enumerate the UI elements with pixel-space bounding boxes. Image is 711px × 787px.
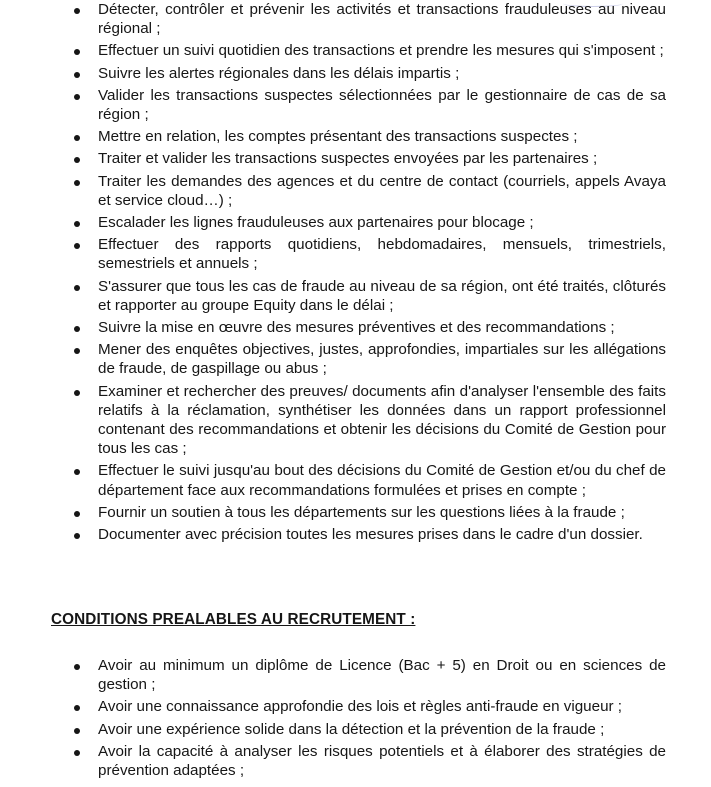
list-item xyxy=(98,503,666,522)
bullet-icon xyxy=(74,750,80,756)
list-item xyxy=(98,213,666,232)
condition-text: Avoir au minimum un diplôme de Licence (Bac + 5) en Droit ou en sciences de gestion ; xyxy=(98,657,666,694)
list-item xyxy=(98,461,666,499)
bullet-icon xyxy=(74,469,80,475)
bullet-icon xyxy=(74,8,80,14)
duty-text: Traiter et valider les transactions suspectes envoyées par les partenaires ; xyxy=(98,150,598,168)
bullet-icon xyxy=(74,705,80,711)
condition-text: Avoir une expérience solide dans la détection et la prévention de la fraude ; xyxy=(98,720,605,738)
duties-list xyxy=(98,0,666,547)
duty-text: Mener des enquêtes objectives, justes, approfondies, impartiales sur les allégations de fraude, de gaspillage ou abus ; xyxy=(98,341,666,378)
list-item xyxy=(98,525,666,544)
list-item xyxy=(98,149,666,168)
conditions-heading: CONDITIONS PREALABLES AU RECRUTEMENT : xyxy=(51,611,416,628)
bullet-icon xyxy=(74,94,80,100)
duty-text: Escalader les lignes frauduleuses aux partenaires pour blocage ; xyxy=(98,214,534,232)
duty-text: Détecter, contrôler et prévenir les activités et transactions frauduleuses au niveau régional ; xyxy=(98,1,666,38)
duty-text: Effectuer un suivi quotidien des transactions et prendre les mesures qui s'imposent ; xyxy=(98,42,664,60)
bullet-icon xyxy=(74,390,80,396)
list-item xyxy=(98,697,666,716)
bullet-icon xyxy=(74,135,80,141)
bullet-icon xyxy=(74,157,80,163)
duty-text: S'assurer que tous les cas de fraude au niveau de sa région, ont été traités, clôturés et rapporter au groupe Equity dans le délai ; xyxy=(98,277,666,314)
bullet-icon xyxy=(74,326,80,332)
list-item xyxy=(98,64,666,83)
list-item xyxy=(98,277,666,315)
list-item xyxy=(98,340,666,378)
bullet-icon xyxy=(74,221,80,227)
duty-text: Examiner et rechercher des preuves/ documents afin d'analyser l'ensemble des faits relatifs à la réclamation, synthétiser les données dans un rapport professionnel contenant des recommandations et obtenir les décisions du Comité de Gestion pour tous les cas ; xyxy=(98,382,666,458)
bullet-icon xyxy=(74,511,80,517)
list-item xyxy=(98,127,666,146)
duty-text: Effectuer des rapports quotidiens, hebdomadaires, mensuels, trimestriels, semestriels et annuels ; xyxy=(98,236,666,273)
list-item xyxy=(98,656,666,694)
bullet-icon xyxy=(74,285,80,291)
list-item xyxy=(98,86,666,124)
list-item xyxy=(98,41,666,60)
duty-text: Suivre la mise en œuvre des mesures préventives et des recommandations ; xyxy=(98,319,615,337)
duty-text: Effectuer le suivi jusqu'au bout des décisions du Comité de Gestion et/ou du chef de département face aux recommandations formulées et prises en compte ; xyxy=(98,462,666,499)
list-item xyxy=(98,0,666,38)
duty-text: Valider les transactions suspectes sélectionnées par le gestionnaire de cas de sa région ; xyxy=(98,86,666,124)
bullet-icon xyxy=(74,180,80,186)
condition-text: Avoir la capacité à analyser les risques potentiels et à élaborer des stratégies de prévention adaptées ; xyxy=(98,742,666,780)
duty-text: Mettre en relation, les comptes présentant des transactions suspectes ; xyxy=(98,128,578,146)
bullet-icon xyxy=(74,49,80,55)
list-item xyxy=(98,382,666,459)
bullet-icon xyxy=(74,348,80,354)
duty-text: Fournir un soutien à tous les départements sur les questions liées à la fraude ; xyxy=(98,503,625,521)
bullet-icon xyxy=(74,728,80,734)
list-item xyxy=(98,742,666,780)
list-item xyxy=(98,318,666,337)
list-item xyxy=(98,235,666,273)
list-item xyxy=(98,172,666,210)
duty-text: Documenter avec précision toutes les mesures prises dans le cadre d'un dossier. xyxy=(98,526,643,544)
duty-text: Suivre les alertes régionales dans les délais impartis ; xyxy=(98,64,460,82)
bullet-icon xyxy=(74,72,80,78)
condition-text: Avoir une connaissance approfondie des lois et règles anti-fraude en vigueur ; xyxy=(98,698,623,716)
duty-text: Traiter les demandes des agences et du centre de contact (courriels, appels Avaya et service cloud…) ; xyxy=(98,172,666,209)
bullet-icon xyxy=(74,243,80,249)
bullet-icon xyxy=(74,664,80,670)
conditions-list xyxy=(98,656,666,783)
bullet-icon xyxy=(74,533,80,539)
list-item xyxy=(98,720,666,739)
